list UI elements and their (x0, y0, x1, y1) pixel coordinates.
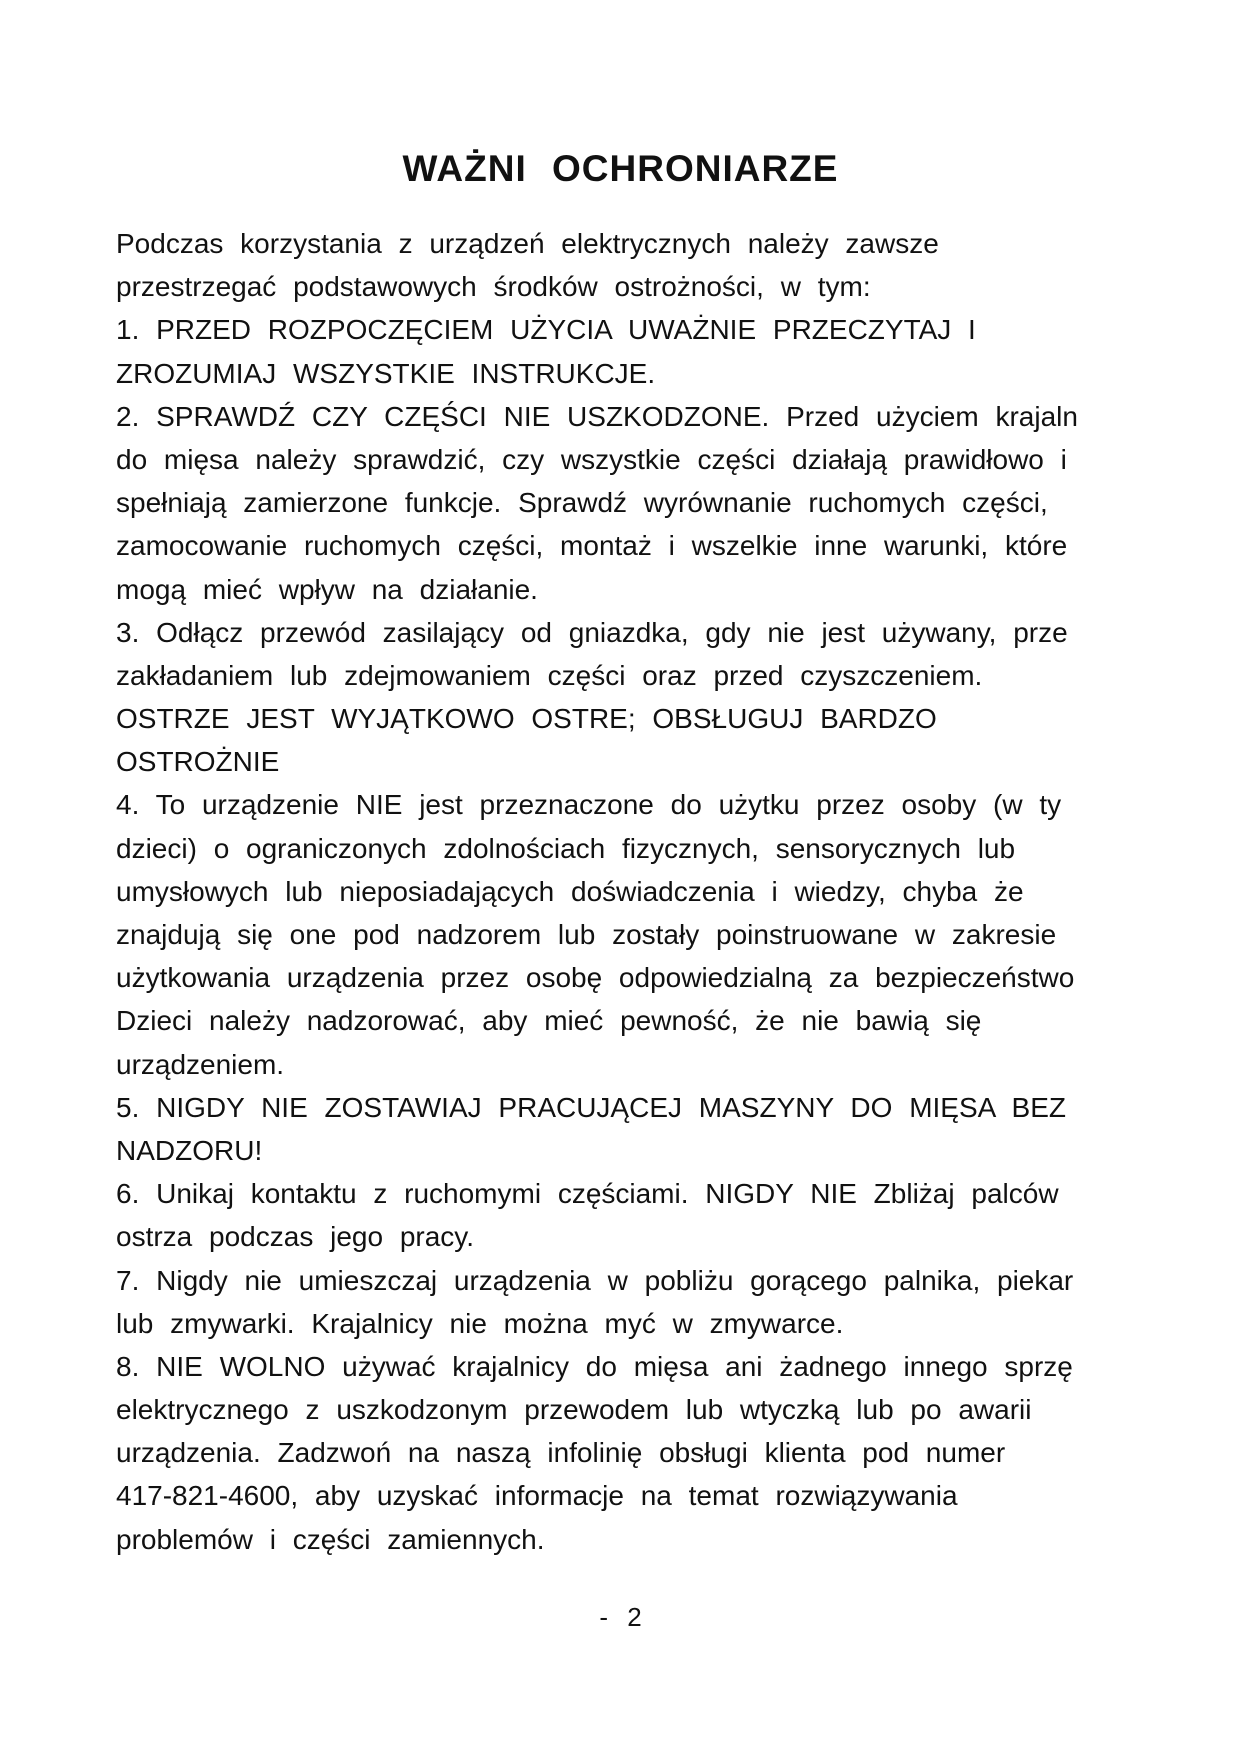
text-line: 2. SPRAWDŹ CZY CZĘŚCI NIE USZKODZONE. Przed użyciem krajaln (116, 400, 1078, 432)
text-line: urządzeniem. (116, 1048, 285, 1080)
page-title: WAŻNI OCHRONIARZE (402, 148, 839, 189)
text-line: dzieci) o ograniczonych zdolnościach fizycznych, sensorycznych lub (116, 832, 1016, 864)
text-line: spełniają zamierzone funkcje. Sprawdź wyrównanie ruchomych części, (116, 487, 1048, 519)
text-line: NADZORU! (116, 1134, 263, 1166)
text-line: problemów i części zamiennych. (116, 1523, 545, 1555)
body-text-viewport (116, 222, 1206, 1562)
text-line: przestrzegać podstawowych środków ostrożności, w tym: (116, 271, 871, 303)
text-line: ZROZUMIAJ WSZYSTKIE INSTRUKCJE. (116, 357, 656, 389)
text-line: urządzenia. Zadzwoń na naszą infolinię obsługi klienta pod numer (116, 1437, 1006, 1469)
text-line: 1. PRZED ROZPOCZĘCIEM UŻYCIA UWAŻNIE PRZECZYTAJ I (116, 314, 976, 346)
text-line: 4. To urządzenie NIE jest przeznaczone do użytku przez osoby (w ty (116, 789, 1062, 821)
text-line: do mięsa należy sprawdzić, czy wszystkie części działają prawidłowo i (116, 443, 1067, 475)
text-line: zamocowanie ruchomych części, montaż i wszelkie inne warunki, które (116, 530, 1068, 562)
text-line: 7. Nigdy nie umieszczaj urządzenia w pobliżu gorącego palnika, piekar (116, 1264, 1074, 1296)
text-line: 8. NIE WOLNO używać krajalnicy do mięsa ani żadnego innego sprzę (116, 1350, 1073, 1382)
text-line: użytkowania urządzenia przez osobę odpowiedzialną za bezpieczeństwo (116, 962, 1075, 994)
text-line: 6. Unikaj kontaktu z ruchomymi częściami. NIGDY NIE Zbliżaj palców (116, 1178, 1059, 1210)
text-line: lub zmywarki. Krajalnicy nie można myć w zmywarce. (116, 1307, 844, 1339)
text-line: elektrycznego z uszkodzonym przewodem lub wtyczką lub po awarii (116, 1394, 1032, 1426)
text-line: 5. NIGDY NIE ZOSTAWIAJ PRACUJĄCEJ MASZYNY DO MIĘSA BEZ (116, 1091, 1067, 1123)
text-line: 3. Odłącz przewód zasilający od gniazdka, gdy nie jest używany, prze (116, 616, 1068, 648)
text-line: Dzieci należy nadzorować, aby mieć pewność, że nie bawią się (116, 1005, 982, 1037)
text-line: zakładaniem lub zdejmowaniem części oraz przed czyszczeniem. (116, 659, 983, 691)
text-line: umysłowych lub nieposiadających doświadczenia i wiedzy, chyba że (116, 875, 1024, 907)
text-line: Podczas korzystania z urządzeń elektrycznych należy zawsze (116, 228, 939, 259)
text-line: mogą mieć wpływ na działanie. (116, 573, 538, 605)
text-line: 417-821-4600, aby uzyskać informacje na temat rozwiązywania (116, 1480, 958, 1512)
body-text (116, 222, 1206, 1561)
text-line: ostrza podczas jego pracy. (116, 1221, 474, 1253)
page-number: - 2 (599, 1602, 642, 1632)
text-line: OSTROŻNIE (116, 746, 280, 778)
text-line: znajdują się one pod nadzorem lub zostały poinstruowane w zakresie (116, 919, 1057, 950)
text-line: OSTRZE JEST WYJĄTKOWO OSTRE; OBSŁUGUJ BARDZO (116, 703, 937, 735)
